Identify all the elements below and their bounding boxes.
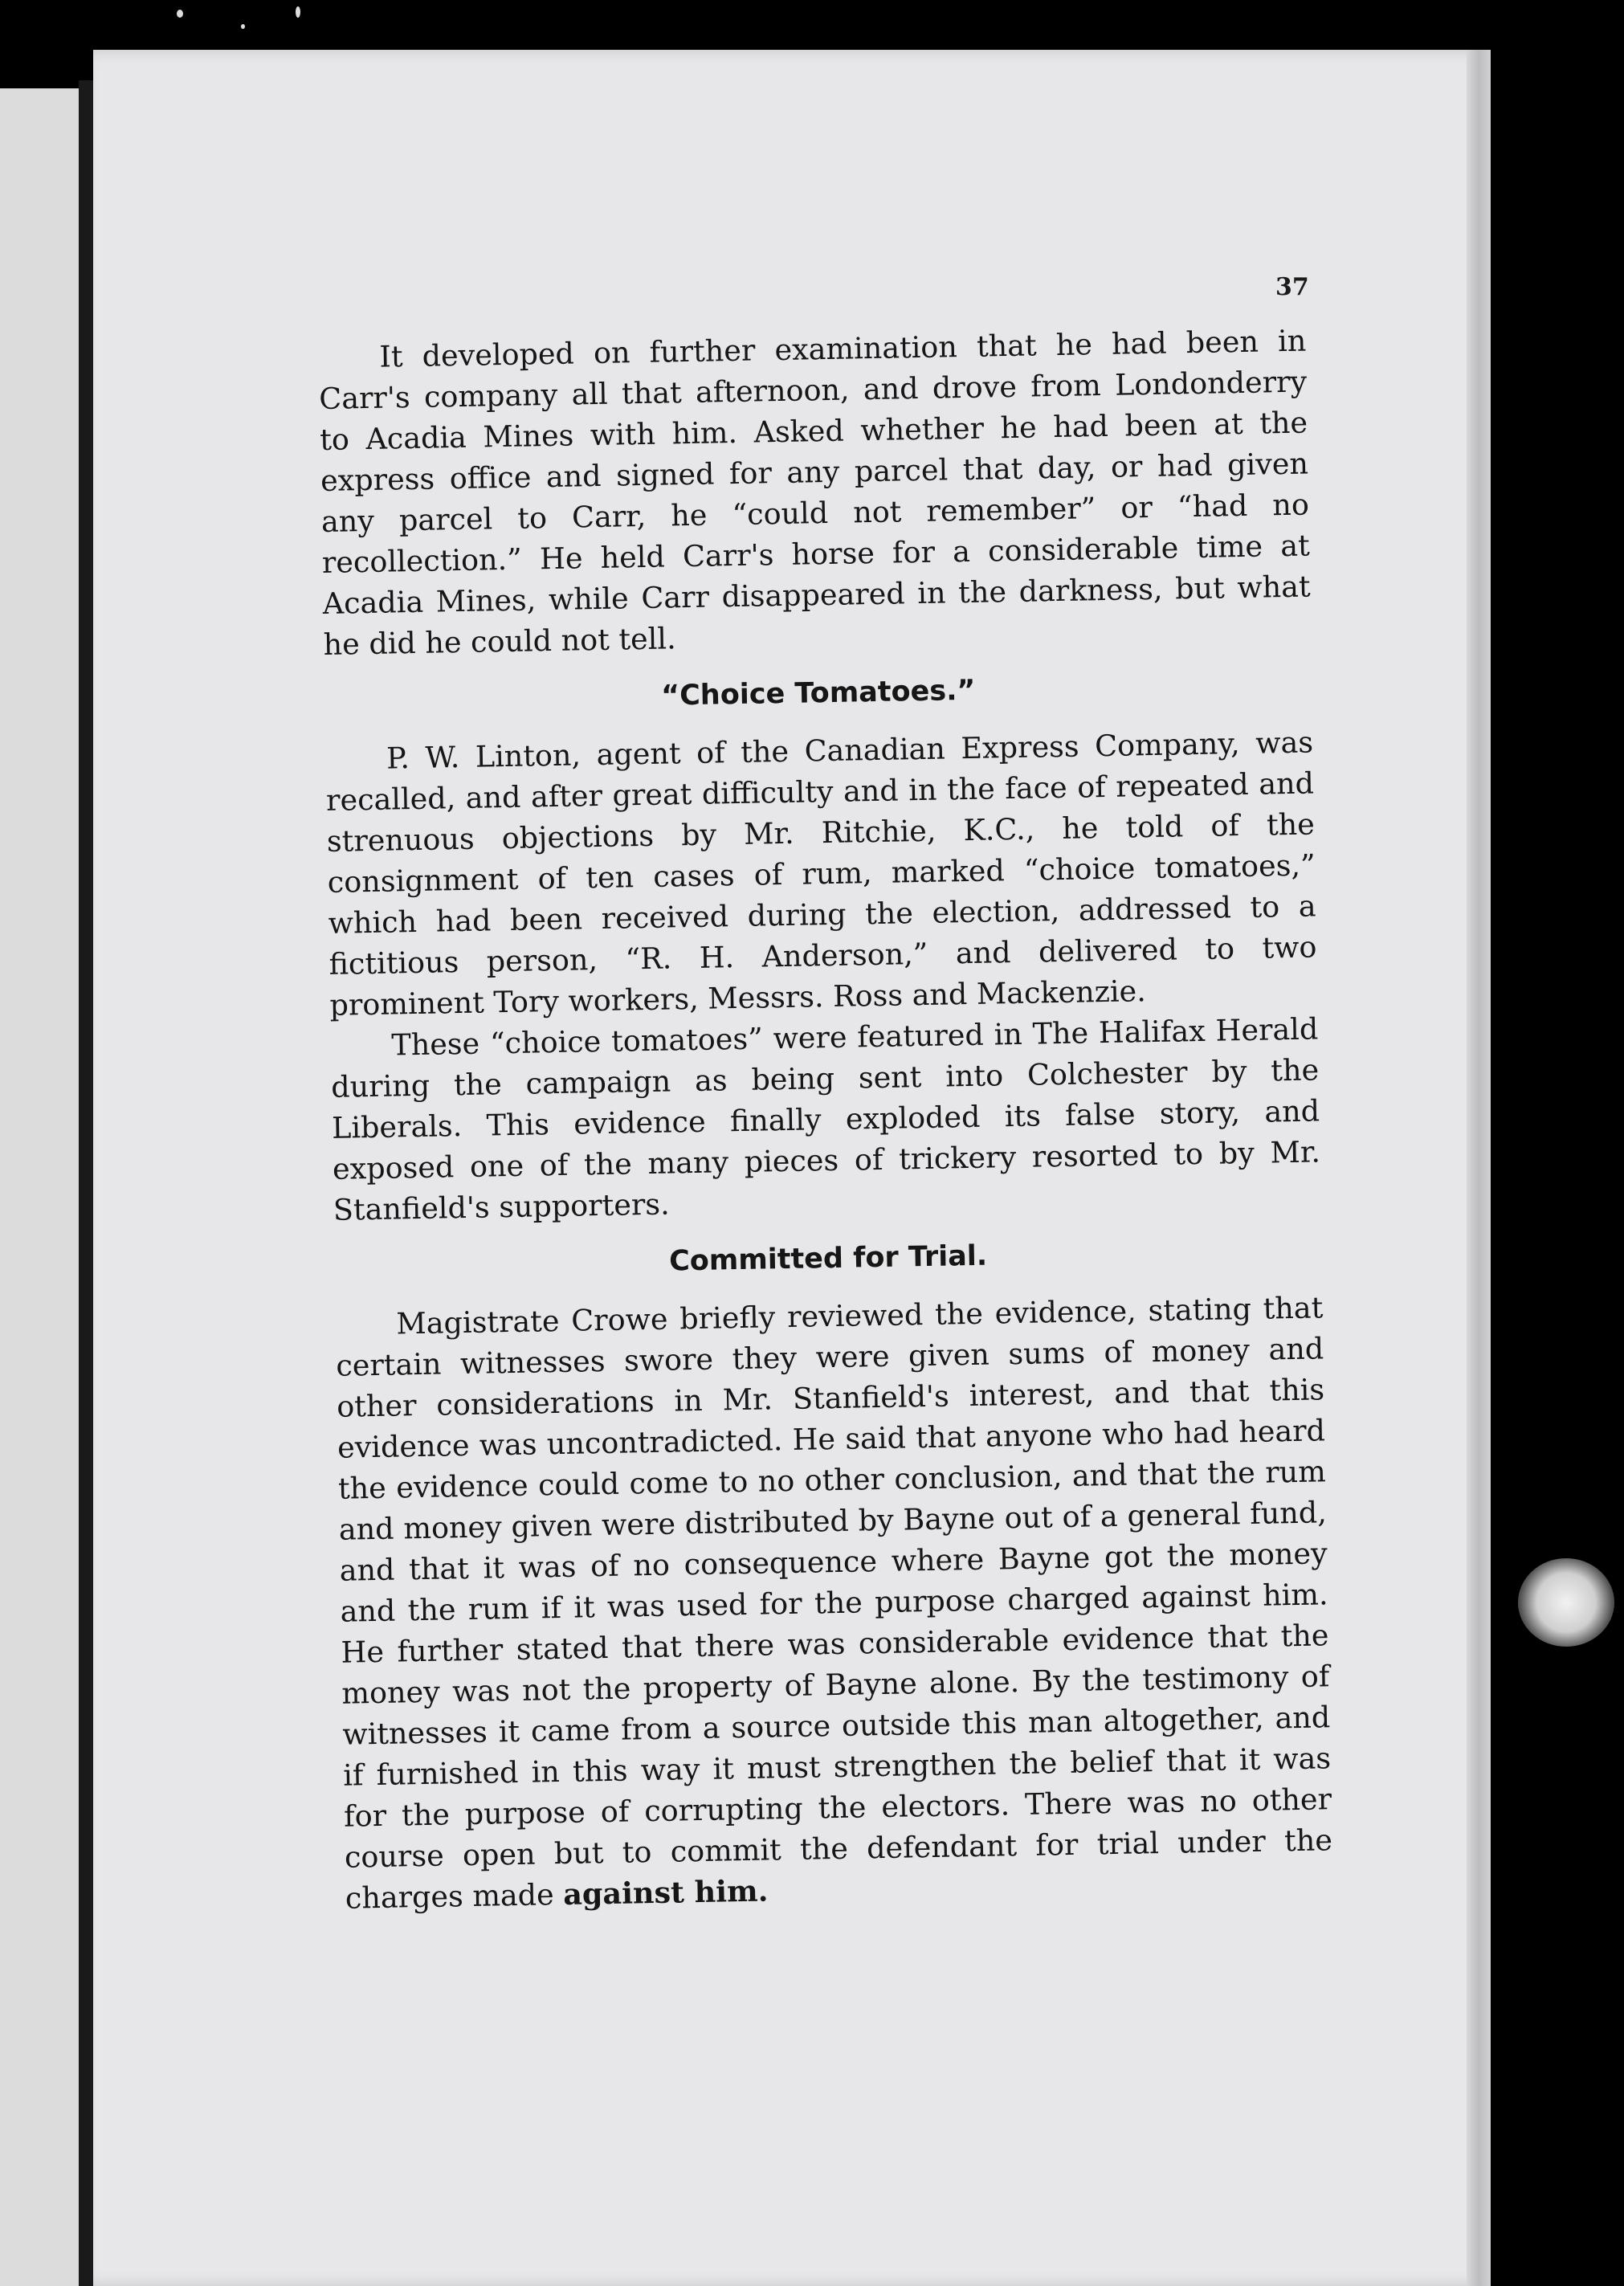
page-right-edge — [1467, 50, 1491, 2286]
paper-damage-spot — [1518, 1558, 1614, 1647]
paragraph-magistrate-end: against him. — [562, 1873, 769, 1912]
dust-speck — [296, 6, 300, 18]
page-number: 37 — [1275, 273, 1309, 301]
left-page-edge — [0, 88, 80, 2286]
heading-choice-tomatoes: “Choice Tomatoes.” — [660, 674, 976, 712]
paragraph-examination: It developed on further examination that he had been in Carr's company all that afternoon, and drove from Londonderry to Acadia Mines with him. Asked whether he had been at the express office and signed for any parcel that day, or had given any parcel to Carr, he “could not remember” or “had no recollection.” He held Carr's horse for a considerable time at Acadia Mines, while Carr disappeared in the darkness, but what he did he could not tell. — [318, 323, 1311, 662]
dust-speck — [241, 24, 245, 29]
paragraph-linton: P. W. Linton, agent of the Canadian Express Company, was recalled, and after great difficulty and in the face of repeated and strenuous objections by Mr. Ritchie, K.C., he told of the consignment of ten cases of rum, marked “choice tomatoes,” which had been received during the election, addressed to a fictitious person, “R. H. Anderson,” and delivered to two prominent Tory workers, Messrs. Ross and Mackenzie. — [325, 725, 1317, 1023]
paragraph-herald: These “choice tomatoes” were featured in The Halifax Herald during the campaign as being sent into Colchester by the Liberals. This evidence finally exploded its false story, and exposed one of the many pieces of trickery resorted to by Mr. Stanfield's supporters. — [330, 1011, 1321, 1227]
body-text — [318, 320, 1333, 1919]
paragraph-magistrate — [335, 1287, 1333, 1918]
book-gutter — [79, 80, 93, 2286]
paragraph-magistrate-text: Magistrate Crowe briefly reviewed the evidence, stating that certain witnesses swore they were given sums of money and other considerations in Mr. Stanfield's interest, and that this evidence was uncontradicted. He said that anyone who had heard the evidence could come to no other conclusion, and that the rum and money given were distributed by Bayne out of a general fund, and that it was of no consequence where Bayne got the money and the rum if it was used for the purpose charged against him. He further stated that there was considerable evidence that the money was not the property of Bayne alone. By the testimony of witnesses it came from a source outside this man altogether, and if furnished in this way it must strengthen the belief that it was for the purpose of corrupting the electors. There was no other course open but to commit the defendant for trial under the charges made — [335, 1290, 1333, 1916]
dust-speck — [177, 10, 183, 18]
heading-committed-for-trial: Committed for Trial. — [668, 1239, 988, 1278]
